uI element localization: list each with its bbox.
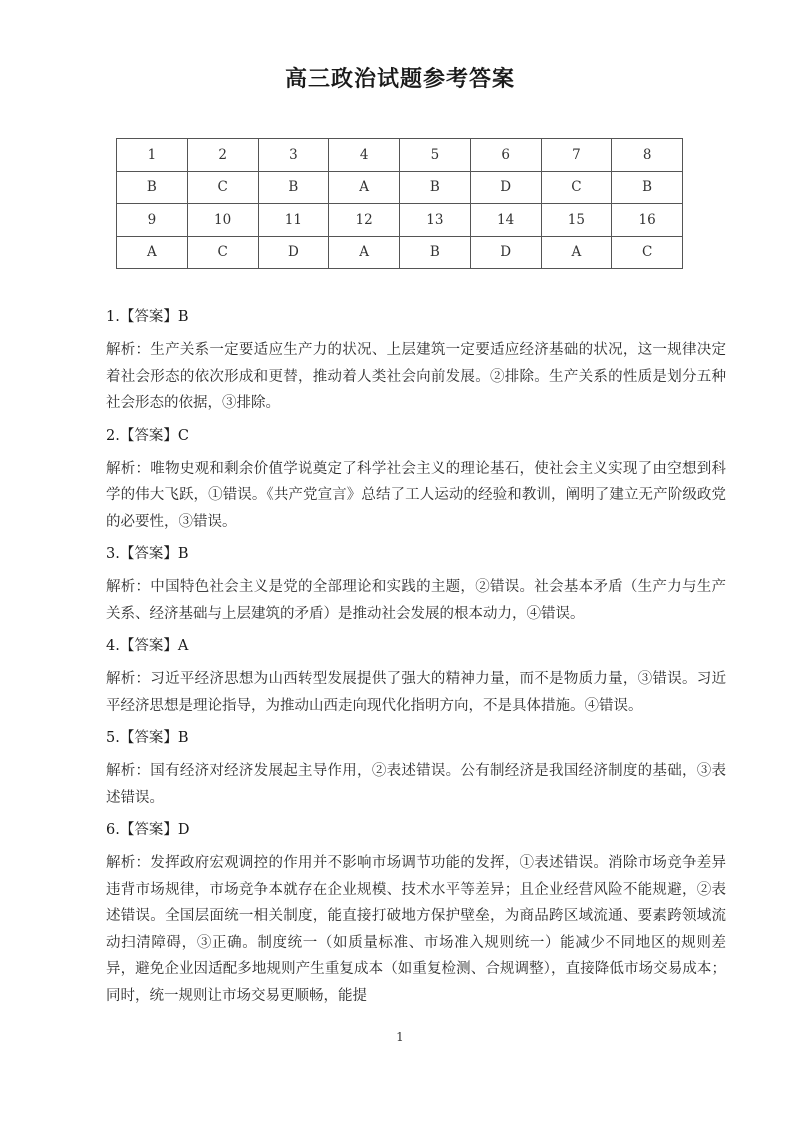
question-number-cell: 9 — [117, 204, 188, 237]
answer-item — [106, 633, 726, 719]
question-number-cell: 5 — [400, 139, 471, 172]
question-number-cell: 8 — [612, 139, 683, 172]
answer-explanation: 解析：唯物史观和剩余价值学说奠定了科学社会主义的理论基石，使社会主义实现了由空想到科学的伟大飞跃，①错误。《共产党宣言》总结了工人运动的经验和教训，阐明了建立无产阶级政党的必要性，③错误。 — [106, 460, 726, 530]
answer-explanation: 解析：习近平经济思想为山西转型发展提供了强大的精神力量，而不是物质力量，③错误。习近平经济思想是理论指导，为推动山西走向现代化指明方向，不是具体措施。④错误。 — [106, 671, 726, 714]
explanations — [106, 304, 726, 1015]
answer-table — [116, 138, 683, 269]
question-number-row — [117, 139, 683, 172]
answer-heading: 2.【答案】C — [106, 427, 189, 444]
answer-cell: A — [117, 236, 188, 269]
question-number-row — [117, 204, 683, 237]
answer-item — [106, 541, 726, 627]
question-number-cell: 1 — [117, 139, 188, 172]
question-number-cell: 4 — [329, 139, 400, 172]
answer-cell: B — [400, 236, 471, 269]
page-title: 高三政治试题参考答案 — [284, 66, 515, 92]
answer-explanation: 解析：发挥政府宏观调控的作用并不影响市场调节功能的发挥，①表述错误。消除市场竞争差异违背市场规律，市场竞争本就存在企业规模、技术水平等差异；且企业经营风险不能规避，②表述错误。全国层面统一相关制度，能直接打破地方保护壁垒，为商品跨区域流通、要素跨领域流动扫清障碍，③正确。制度统一（如质量标准、市场准入规则统一）能减少不同地区的规则差异，避免企业因适配多地规则产生重复成本（如重复检测、合规调整），直接降低市场交易成本；同时，统一规则让市场交易更顺畅，能提 — [106, 855, 726, 1004]
question-number-cell: 3 — [258, 139, 329, 172]
answer-cell: B — [117, 171, 188, 204]
question-number-cell: 11 — [258, 204, 329, 237]
answer-item — [106, 817, 726, 1009]
question-number-cell: 16 — [612, 204, 683, 237]
answer-cell: D — [258, 236, 329, 269]
answer-explanation: 解析：中国特色社会主义是党的全部理论和实践的主题，②错误。社会基本矛盾（生产力与生产关系、经济基础与上层建筑的矛盾）是推动社会发展的根本动力，④错误。 — [106, 579, 726, 622]
answer-item — [106, 423, 726, 536]
page-number: 1 — [396, 1030, 404, 1044]
question-number-cell: 6 — [470, 139, 541, 172]
answer-cell: A — [329, 171, 400, 204]
answer-cell: D — [470, 171, 541, 204]
answer-heading: 5.【答案】B — [106, 730, 189, 746]
answer-cell: B — [258, 171, 329, 204]
answer-cell: A — [329, 236, 400, 269]
answer-heading: 6.【答案】D — [106, 822, 190, 838]
question-number-cell: 15 — [541, 204, 612, 237]
answer-heading: 3.【答案】B — [106, 546, 189, 562]
answer-cell: C — [541, 171, 612, 204]
question-number-cell: 14 — [470, 204, 541, 237]
answer-explanation: 解析：国有经济对经济发展起主导作用，②表述错误。公有制经济是我国经济制度的基础，③表述错误。 — [106, 763, 726, 806]
answer-row — [117, 236, 683, 269]
answer-heading: 1.【答案】B — [106, 309, 189, 325]
question-number-cell: 7 — [541, 139, 612, 172]
question-number-cell: 13 — [400, 204, 471, 237]
answer-cell: D — [470, 236, 541, 269]
answer-cell: C — [187, 236, 258, 269]
question-number-cell: 10 — [187, 204, 258, 237]
question-number-cell: 12 — [329, 204, 400, 237]
question-number-cell: 2 — [187, 139, 258, 172]
answer-heading: 4.【答案】A — [106, 638, 189, 654]
answer-cell: C — [187, 171, 258, 204]
answer-cell: B — [612, 171, 683, 204]
answer-cell: B — [400, 171, 471, 204]
answer-explanation: 解析：生产关系一定要适应生产力的状况、上层建筑一定要适应经济基础的状况，这一规律决定着社会形态的依次形成和更替，推动着人类社会向前发展。②排除。生产关系的性质是划分五种社会形态的依据，③排除。 — [106, 342, 726, 411]
answer-row — [117, 171, 683, 204]
answer-cell: A — [541, 236, 612, 269]
answer-cell: C — [612, 236, 683, 269]
answer-item — [106, 304, 726, 417]
answer-item — [106, 725, 726, 811]
